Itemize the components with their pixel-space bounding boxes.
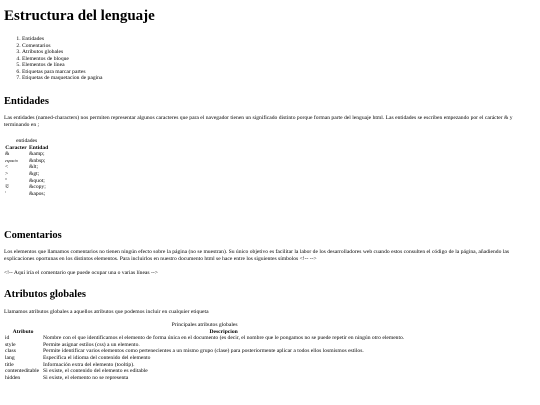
entity-character: espacio	[5, 157, 18, 163]
entities-table	[4, 138, 49, 197]
table-row	[4, 355, 405, 362]
table-row	[4, 151, 49, 158]
table-row	[4, 184, 49, 191]
attribute-name: style	[5, 341, 16, 348]
attribute-description: Permite identificar varios elementos como pertenecientes a un mismo grupo (clase) para posteriormente aplicar a todos ellos losmismos estilos.	[43, 348, 364, 355]
entity-character: >	[5, 170, 9, 177]
table-header-row	[4, 145, 49, 152]
toc-item-entidades: 1. Entidades	[22, 36, 536, 43]
document-page	[4, 0, 536, 381]
attribute-name: class	[5, 348, 16, 355]
page-title: Estructura del lenguaje	[4, 8, 155, 24]
entity-character: &	[5, 151, 10, 158]
entity-character: ©	[5, 184, 10, 191]
column-header-entidad: Entidad	[29, 144, 49, 151]
table-row	[4, 158, 49, 165]
table-row	[4, 362, 405, 369]
comment-example: <!-- Aquí iría el comentario que puede ocupar una o varias líneas -->	[4, 270, 158, 276]
atributos-description: Llamamos atributos globales a aquellos atributos que podemos incluir en cualquier etiqueta	[4, 309, 209, 315]
entity-code: &nbsp;	[29, 157, 46, 164]
column-header-caracter: Caracter	[5, 144, 27, 151]
global-attributes-table	[4, 322, 405, 381]
toc-item-comentarios: 2. Comentarios	[22, 43, 536, 50]
section-heading-atributos-globales: Atributos globales	[4, 289, 86, 300]
table-row	[4, 348, 405, 355]
attribute-name: contenteditable	[5, 368, 40, 375]
attribute-name: hidden	[5, 374, 21, 381]
section-heading-comentarios: Comentarios	[4, 230, 62, 241]
table-row	[4, 178, 49, 185]
table-row	[4, 335, 405, 342]
entity-character: <	[5, 164, 9, 171]
attribute-description: Información extra del elemento (tooltip).	[43, 361, 135, 368]
entity-code: &amp;	[29, 151, 45, 158]
table-of-contents	[4, 36, 536, 82]
attribute-name: title	[5, 361, 14, 368]
entidades-description: Las entidades (named-characters) nos permiten representar algunos caracteres que para el navegador tienen un significado distinto porque forman parte del lenguaje html. Las entidades se escriben empezando por el carácter & y terminando en ;	[4, 115, 513, 128]
toc-item-atributos-globales: 3. Atributos globales	[22, 49, 536, 56]
comentarios-description: Los elementos que llamamos comentarios no tienen ningún efecto sobre la página (no se muestran). Su único objetivo es facilitar la labor de los desarrolladores web cuando estos consulten el código de la página, añadiendo las explicaciones oportunas en los distintos elementos. Para incluirlos en nuestro documento html se hace entre los siguientes símbolos <!-- -->	[4, 249, 509, 262]
column-header-descripcion: Descripcion	[209, 328, 238, 335]
attribute-description: Si existe, el elemento no se representa	[43, 374, 129, 381]
toc-item-etiquetas-maquetacion: 7. Etiquetas de maquetacion de pagina	[22, 75, 536, 82]
table-row	[4, 368, 405, 375]
attribute-name: id	[5, 335, 10, 342]
table-row	[4, 164, 49, 171]
entity-character: '	[5, 190, 7, 197]
table-row	[4, 171, 49, 178]
toc-item-etiquetas-partes: 6. Etiquetas para marcar partes	[22, 69, 536, 76]
attribute-description: Si existe, el contenido del elemento es editable	[43, 368, 148, 375]
entity-character: "	[5, 177, 8, 184]
attribute-description: Permite asignar estilos (css) a un elemento.	[43, 341, 140, 348]
toc-item-elementos-de-bloque: 4. Elementos de bloque	[22, 56, 536, 63]
entity-code: &gt;	[29, 170, 40, 177]
entity-code: &lt;	[29, 164, 39, 171]
entity-code: &quot;	[29, 177, 45, 184]
attribute-name: lang	[5, 354, 15, 361]
attributes-table-caption: Principales atributos globales	[171, 322, 238, 328]
entity-code: &apos;	[29, 190, 46, 197]
table-row	[4, 375, 405, 382]
attribute-description: Nombre con el que identificamos el elemento de forma única en el documento (es decir, el nombre que le pongamos no se puede repetir en ningún otro elemento.	[43, 335, 405, 342]
entity-code: &copy;	[29, 184, 46, 191]
column-header-atributo: Atributo	[12, 328, 34, 335]
entities-table-caption: entidades	[16, 138, 38, 144]
attribute-description: Especifica el idioma del contenido del elemento	[43, 354, 151, 361]
toc-item-elementos-de-linea: 5. Elementos de línea	[22, 62, 536, 69]
table-row	[4, 191, 49, 198]
section-heading-entidades: Entidades	[4, 96, 49, 107]
